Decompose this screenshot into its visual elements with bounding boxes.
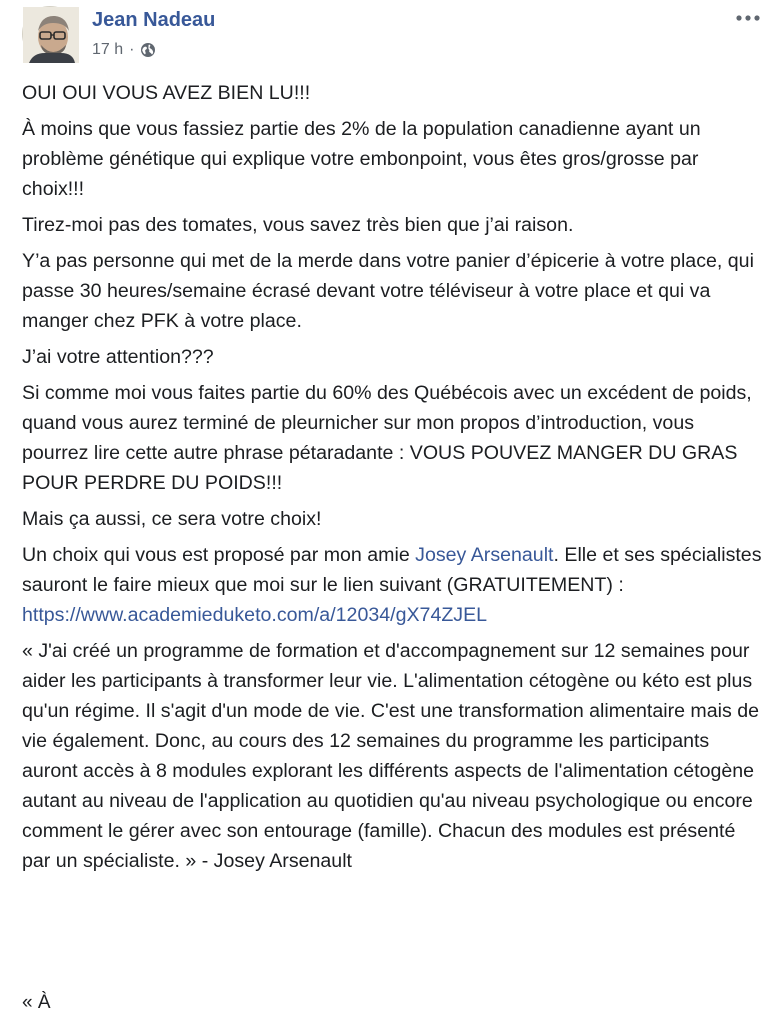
avatar-portrait-icon — [23, 7, 79, 63]
paragraph-text: Un choix qui vous est proposé par mon amie — [22, 544, 416, 566]
post-paragraph-cut-off: « À — [22, 992, 51, 1013]
meta-separator: · — [129, 41, 135, 58]
mention-link-josey-arsenault[interactable]: Josey Arsenault — [415, 544, 554, 566]
post-paragraph: J’ai votre attention??? — [22, 346, 214, 368]
paragraph-text: . Elle et ses spécialistes sauront le faire mieux que moi sur le lien suivant (GRATUITEMENT) : — [22, 544, 762, 596]
globe-icon[interactable] — [140, 42, 156, 58]
post-body — [22, 78, 762, 882]
post-paragraph: Tirez-moi pas des tomates, vous savez très bien que j’ai raison. — [22, 214, 574, 236]
post-paragraph: Si comme moi vous faites partie du 60% des Québécois avec un excédent de poids, quand vous aurez terminé de pleurnicher sur mon propos d’introduction, vous pourrez lire cette autre phrase pétaradante : VOUS POUVEZ MANGER DU GRAS POUR PERDRE DU POIDS!!! — [22, 382, 752, 494]
external-url-link[interactable]: https://www.academieduketo.com/a/12034/gX74ZJEL — [22, 604, 488, 626]
post-header — [22, 6, 762, 66]
post-meta — [92, 40, 156, 60]
post-paragraph-quote: « J'ai créé un programme de formation et d'accompagnement sur 12 semaines pour aider les participants à transformer leur vie. L'alimentation cétogène ou kéto est plus qu'un régime. Il s'agit d'un mode de vie. C'est une transformation alimentaire mais de vie également. Donc, au cours des 12 semaines du programme les participants auront accès à 8 modules explorant les différents aspects de l'alimentation cétogène autant au niveau de l'application au quotidien qu'au niveau psychologique ou encore comment le gérer avec son entourage (famille). Chacun des modules est présenté par un spécialiste. » - Josey Arsenault — [22, 640, 760, 872]
author-avatar[interactable] — [22, 6, 78, 62]
post-timestamp[interactable]: 17 h — [92, 41, 124, 58]
post-paragraph: OUI OUI VOUS AVEZ BIEN LU!!! — [22, 82, 311, 104]
post-paragraph: Y’a pas personne qui met de la merde dans votre panier d’épicerie à votre place, qui passe 30 heures/semaine écrasé devant votre téléviseur à votre place et qui va manger chez PFK à votre place. — [22, 250, 754, 332]
more-options-icon[interactable] — [734, 10, 762, 26]
post-paragraph: Mais ça aussi, ce sera votre choix! — [22, 508, 322, 530]
post-paragraph-with-link — [22, 540, 762, 630]
post-paragraph: À moins que vous fassiez partie des 2% de la population canadienne ayant un problème génétique qui explique votre embonpoint, vous êtes gros/grosse par choix!!! — [22, 118, 701, 200]
author-name-link[interactable]: Jean Nadeau — [92, 9, 216, 31]
